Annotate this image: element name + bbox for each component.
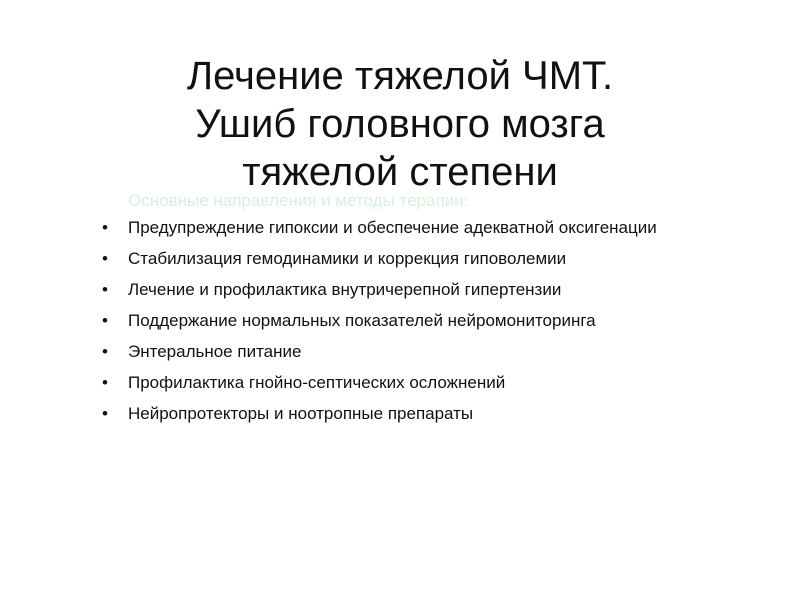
bullet-icon: • — [102, 311, 108, 330]
list-item — [100, 278, 720, 302]
list-item — [100, 340, 720, 364]
title-line-3: тяжелой степени — [242, 150, 558, 194]
bullet-list — [100, 216, 720, 433]
list-item-text: Предупреждение гипоксии и обеспечение адекватной оксигенации — [128, 218, 657, 237]
bullet-icon: • — [102, 373, 108, 392]
bullet-icon: • — [102, 404, 108, 423]
list-item — [100, 309, 720, 333]
title-line-1: Лечение тяжелой ЧМТ. — [186, 54, 614, 98]
bullet-icon: • — [102, 218, 108, 237]
list-item-text: Нейропротекторы и ноотропные препараты — [128, 404, 474, 423]
bullet-icon: • — [102, 280, 108, 299]
bullet-icon: • — [102, 249, 108, 268]
list-item-text: Профилактика гнойно-септических осложнений — [128, 373, 506, 392]
list-item-text: Лечение и профилактика внутричерепной гипертензии — [128, 280, 562, 299]
list-item-text: Энтеральное питание — [128, 342, 302, 361]
bullet-icon: • — [102, 342, 108, 361]
list-item — [100, 371, 720, 395]
list-item — [100, 216, 720, 240]
list-item — [100, 402, 720, 426]
slide-subtitle: Основные направления и методы терапии: — [128, 191, 469, 210]
list-item-text: Стабилизация гемодинамики и коррекция гиповолемии — [128, 249, 567, 268]
list-item-text: Поддержание нормальных показателей нейромониторинга — [128, 311, 596, 330]
title-line-2: Ушиб головного мозга — [195, 102, 605, 146]
slide-title — [100, 52, 700, 196]
list-item — [100, 247, 720, 271]
